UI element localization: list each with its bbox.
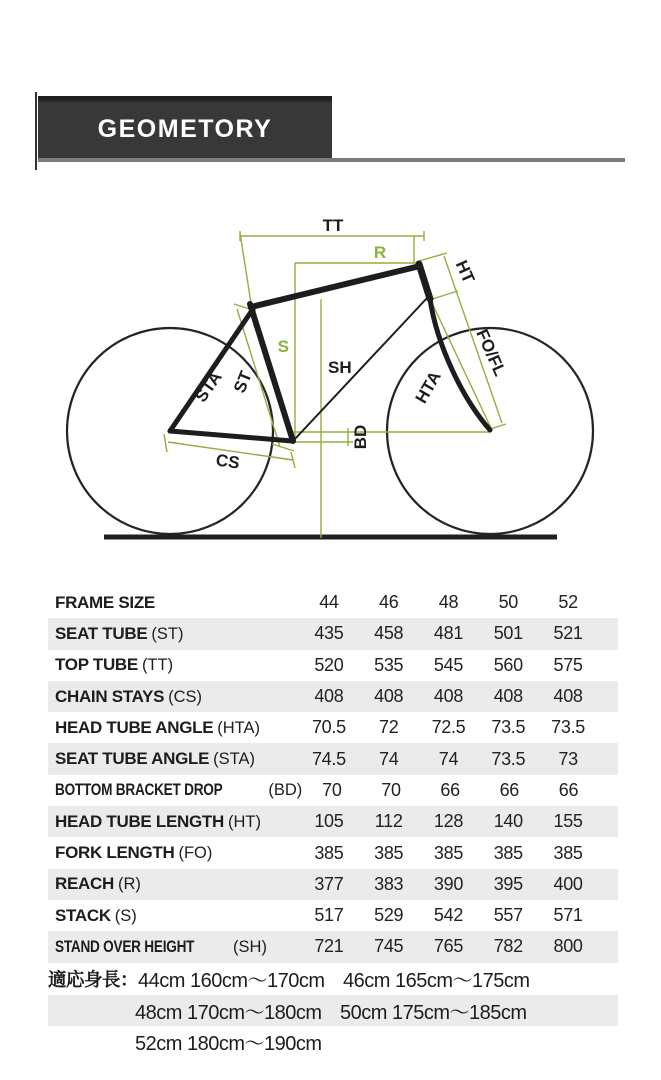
cell: 73 (558, 748, 578, 769)
fit-note-line (48, 1026, 618, 1058)
cell: 66 (440, 779, 460, 800)
top-tube (251, 266, 420, 307)
row-code: (CS) (168, 687, 203, 706)
row-code: (HTA) (217, 718, 261, 737)
cell: 112 (374, 811, 403, 832)
cell: 73.5 (551, 717, 585, 738)
row-label: STAND OVER HEIGHT (55, 936, 195, 956)
row-label: SEAT TUBE ANGLE (55, 749, 210, 769)
cell: 48 (438, 592, 459, 613)
cell: 545 (433, 654, 464, 675)
table-row (48, 650, 618, 681)
head-tube (419, 264, 430, 299)
label-sta: STA (191, 367, 226, 406)
row-label: STACK (55, 905, 111, 925)
cell: 435 (314, 623, 344, 644)
geometry-table (48, 587, 618, 963)
table-row (48, 712, 618, 743)
cell: 46 (378, 592, 399, 613)
label-st: ST (230, 368, 256, 396)
cell: 66 (558, 779, 579, 800)
row-code: (BD) (268, 781, 303, 800)
label-bd: BD (351, 424, 370, 450)
cell: 155 (553, 811, 583, 832)
cell: 52 (558, 592, 578, 613)
label-fofl: FO/FL (472, 326, 510, 380)
cell: 560 (493, 654, 523, 675)
banner-left-accent (35, 92, 37, 170)
cell: 408 (433, 686, 464, 707)
row-code: (HT) (227, 812, 261, 831)
fit-note-label: 適応身長： (48, 968, 139, 990)
cell: 72 (378, 717, 399, 738)
cell: 74 (438, 748, 459, 769)
cell: 408 (314, 686, 344, 707)
table-row (48, 775, 618, 806)
cell: 782 (493, 936, 523, 957)
cell: 390 (433, 873, 464, 894)
cell: 385 (553, 842, 583, 863)
cell: 400 (553, 873, 583, 894)
cell: 70 (381, 779, 401, 800)
cell: 66 (499, 779, 519, 800)
table-row (48, 743, 618, 774)
cell: 745 (374, 936, 404, 957)
fit-size-range: 46cm 165cm〜175cm (343, 970, 530, 993)
label-stack: S (277, 337, 289, 356)
row-label: HEAD TUBE LENGTH (55, 811, 224, 831)
cell: 542 (433, 905, 464, 926)
bike-geometry-diagram (0, 190, 661, 570)
fit-size-range: 50cm 175cm〜185cm (340, 1001, 527, 1024)
row-code: (R) (117, 875, 141, 894)
cell: 575 (553, 654, 583, 675)
table-row (48, 931, 618, 962)
page-title: GEOMETORY (97, 114, 273, 143)
cell: 557 (493, 905, 523, 926)
cell: 74.5 (311, 748, 346, 769)
row-label: REACH (55, 874, 114, 894)
label-ht: HT (451, 257, 479, 286)
cell: 765 (433, 936, 464, 957)
cell: 385 (433, 842, 464, 863)
row-label: SEAT TUBE (55, 623, 148, 643)
cell: 105 (314, 811, 344, 832)
banner-shadow-line (38, 158, 625, 162)
row-label: CHAIN STAYS (55, 686, 165, 706)
row-label: FORK LENGTH (55, 843, 175, 863)
cell: 408 (374, 686, 404, 707)
cell: 535 (374, 654, 404, 675)
row-code: (FO) (178, 844, 213, 863)
row-label: BOTTOM BRACKET DROP (55, 780, 223, 800)
cell: 140 (493, 811, 523, 832)
fit-note-line (48, 995, 618, 1027)
cell: 395 (493, 873, 523, 894)
table-row (48, 806, 618, 837)
cell: 800 (553, 936, 583, 957)
cell: 73.5 (491, 717, 526, 738)
fit-note-line (48, 963, 618, 995)
row-label: HEAD TUBE ANGLE (55, 717, 214, 737)
fit-size-range: 48cm 170cm〜180cm (135, 1001, 322, 1024)
table-row (48, 900, 618, 931)
cell: 70 (322, 779, 342, 800)
cell: 521 (553, 623, 583, 644)
cell: 517 (314, 905, 344, 926)
cell: 383 (374, 873, 404, 894)
label-tt: TT (322, 216, 344, 235)
fit-size-range: 44cm 160cm〜170cm (138, 970, 325, 993)
cell: 73.5 (491, 748, 526, 769)
label-cs: CS (214, 450, 241, 473)
cell: 571 (553, 905, 583, 926)
row-code: (S) (114, 906, 137, 925)
cell: 385 (374, 842, 404, 863)
cell: 501 (493, 623, 523, 644)
cell: 520 (314, 654, 344, 675)
label-hta: HTA (411, 367, 445, 407)
table-row (48, 869, 618, 900)
row-code: (SH) (233, 937, 267, 956)
section-header-banner (38, 96, 332, 158)
cell: 408 (493, 686, 523, 707)
cell: 481 (433, 623, 464, 644)
table-row (48, 681, 618, 712)
row-code: (ST) (151, 624, 184, 643)
row-label: TOP TUBE (55, 655, 138, 675)
bike-frame (170, 264, 490, 441)
row-label: FRAME SIZE (55, 592, 155, 612)
table-row (48, 587, 618, 618)
cell: 721 (314, 936, 344, 957)
cell: 385 (493, 842, 523, 863)
label-standover: SH (328, 358, 352, 377)
table-row (48, 837, 618, 868)
row-code: (TT) (141, 656, 174, 675)
cell: 74 (378, 748, 399, 769)
cell: 72.5 (431, 717, 466, 738)
cell: 408 (553, 686, 583, 707)
table-row (48, 618, 618, 649)
cell: 385 (314, 842, 344, 863)
fit-height-note (48, 963, 618, 1058)
cell: 458 (374, 623, 404, 644)
label-reach: R (373, 243, 387, 262)
cell: 50 (498, 592, 518, 613)
cell: 128 (433, 811, 464, 832)
fit-size-range: 52cm 180cm〜190cm (135, 1033, 322, 1056)
row-code: (STA) (213, 750, 256, 769)
cell: 70.5 (311, 717, 346, 738)
cell: 377 (314, 873, 344, 894)
cell: 44 (319, 592, 339, 613)
cell: 529 (374, 905, 404, 926)
